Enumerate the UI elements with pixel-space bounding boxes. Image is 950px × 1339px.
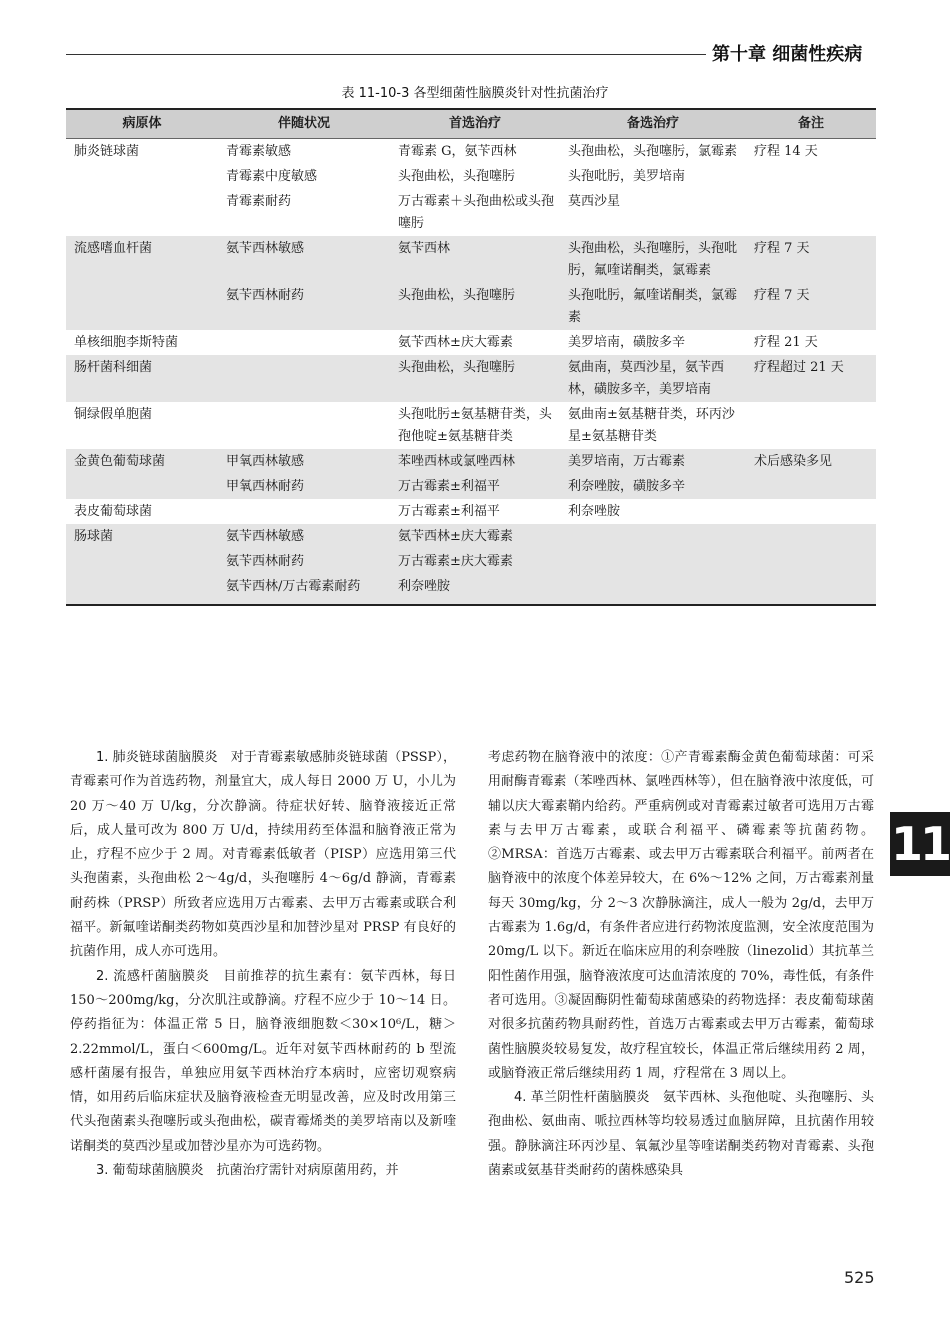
cell-note: 疗程 21 天 — [754, 335, 818, 350]
cell-note — [746, 164, 876, 189]
cell-alternative: 莫西沙星 — [568, 194, 621, 209]
paragraph — [70, 1159, 456, 1183]
cell-condition: 青霉素中度敏感 — [226, 169, 318, 184]
cell-first-choice: 万古霉素±利福平 — [398, 504, 500, 519]
cell-pathogen — [66, 164, 218, 189]
paragraph-body: 对于青霉素敏感肺炎链球菌（PSSP），青霉素可作为首选药物，剂量宜大，成人每日 2000 万 U，小儿为 20 万～40 万 U/kg，分次静滴。待症状好转、脑脊液接近正常后，成人量可改为 800 万 U/d，持续用药至体温和脑脊液正常为止，疗程不应少于 2 周。对青霉素低敏者（PISP）应选用第三代头孢菌素，头孢曲松 2～4g/d，头孢噻肟 4～6g/d 静滴，青霉素耐药株（PRSP）所致者应选用万古霉素、去甲万古霉素或联合利福平。新氟喹诺酮类药物如莫西沙星和加替沙星对 PRSP 有良好的抗菌作用，成人亦可选用。 — [70, 750, 456, 960]
cell-pathogen: 单核细胞李斯特菌 — [74, 335, 179, 350]
cell-alternative: 头孢吡肟，氟喹诺酮类，氯霉素 — [560, 283, 746, 330]
table-row — [66, 164, 876, 189]
cell-first-choice: 万古霉素±庆大霉素 — [390, 549, 560, 574]
cell-pathogen: 肠球菌 — [66, 524, 218, 549]
header-rule — [66, 54, 706, 55]
cell-pathogen: 流感嗜血杆菌 — [66, 236, 218, 283]
cell-first-choice: 万古霉素±利福平 — [390, 474, 560, 499]
cell-note: 疗程 7 天 — [746, 236, 876, 283]
cell-condition: 氨苄西林敏感 — [218, 524, 390, 549]
cell-pathogen: 表皮葡萄球菌 — [74, 504, 153, 519]
table-row — [66, 499, 876, 524]
left-text-column — [70, 746, 456, 1183]
table-row — [66, 474, 876, 499]
cell-first-choice: 利奈唑胺 — [390, 574, 560, 605]
cell-note: 疗程 7 天 — [746, 283, 876, 330]
paragraph — [488, 746, 874, 1086]
cell-pathogen — [66, 189, 218, 236]
cell-condition — [218, 355, 390, 402]
cell-alternative — [560, 549, 746, 574]
header-first-choice: 首选治疗 — [390, 109, 560, 139]
cell-alternative: 氨曲南，莫西沙星，氨苄西林，磺胺多辛，美罗培南 — [560, 355, 746, 402]
cell-pathogen — [66, 574, 218, 605]
cell-first-choice: 氨苄西林±庆大霉素 — [390, 524, 560, 549]
right-text-column — [488, 746, 874, 1183]
paragraph-heading: 4. 革兰阴性杆菌脑膜炎 — [514, 1090, 650, 1106]
cell-pathogen: 肠杆菌科细菌 — [66, 355, 218, 402]
chapter-title: 第十章 细菌性疾病 — [712, 44, 863, 65]
cell-note — [746, 549, 876, 574]
cell-pathogen — [66, 474, 218, 499]
cell-first-choice: 苯唑西林或氯唑西林 — [390, 449, 560, 474]
header-condition: 伴随状况 — [218, 109, 390, 139]
table-row — [66, 402, 876, 449]
page-number: 525 — [844, 1268, 875, 1287]
table-row — [66, 549, 876, 574]
cell-condition: 甲氧西林耐药 — [218, 474, 390, 499]
cell-alternative: 利奈唑胺 — [568, 504, 621, 519]
cell-pathogen: 铜绿假单胞菌 — [74, 407, 153, 422]
table-row — [66, 189, 876, 236]
cell-condition — [218, 330, 390, 355]
cell-first-choice: 氨苄西林 — [390, 236, 560, 283]
paragraph — [70, 746, 456, 965]
header-pathogen: 病原体 — [66, 109, 218, 139]
cell-note — [746, 474, 876, 499]
cell-note: 疗程 14 天 — [754, 144, 818, 159]
antibiotic-table — [66, 108, 876, 606]
table-row — [66, 236, 876, 283]
table-row — [66, 524, 876, 549]
chapter-tab: 11 — [890, 812, 950, 876]
cell-alternative: 头孢曲松，头孢噻肟，氯霉素 — [568, 144, 738, 159]
table-row — [66, 355, 876, 402]
cell-condition: 青霉素敏感 — [226, 144, 292, 159]
cell-alternative: 美罗培南，磺胺多辛 — [568, 335, 686, 350]
cell-first-choice: 头孢曲松，头孢噻肟 — [398, 169, 516, 184]
cell-condition: 氨苄西林耐药 — [218, 549, 390, 574]
cell-alternative: 利奈唑胺，磺胺多辛 — [560, 474, 746, 499]
paragraph-body: 抗菌治疗需针对病原菌用药，并 — [216, 1163, 399, 1179]
cell-pathogen: 金黄色葡萄球菌 — [66, 449, 218, 474]
cell-alternative: 美罗培南，万古霉素 — [560, 449, 746, 474]
paragraph — [488, 1086, 874, 1183]
table-row — [66, 330, 876, 355]
cell-alternative — [560, 574, 746, 605]
cell-condition: 氨苄西林/万古霉素耐药 — [218, 574, 390, 605]
cell-first-choice: 头孢曲松，头孢噻肟 — [390, 283, 560, 330]
cell-first-choice: 头孢曲松，头孢噻肟 — [390, 355, 560, 402]
cell-first-choice: 头孢吡肟±氨基糖苷类，头孢他啶±氨基糖苷类 — [398, 407, 552, 444]
cell-condition: 甲氧西林敏感 — [218, 449, 390, 474]
cell-first-choice: 氨苄西林±庆大霉素 — [398, 335, 513, 350]
cell-condition: 青霉素耐药 — [226, 194, 292, 209]
cell-alternative: 头孢吡肟，美罗培南 — [568, 169, 686, 184]
table-caption: 表 11-10-3 各型细菌性脑膜炎针对性抗菌治疗 — [341, 86, 609, 101]
cell-note — [746, 402, 876, 449]
cell-condition: 氨苄西林敏感 — [218, 236, 390, 283]
cell-note — [746, 189, 876, 236]
cell-note — [746, 499, 876, 524]
cell-condition — [218, 402, 390, 449]
paragraph-body: 考虑药物在脑脊液中的浓度：①产青霉素酶金黄色葡萄球菌：可采用耐酶青霉素（苯唑西林、氯唑西林等），但在脑脊液中浓度低，可辅以庆大霉素鞘内给药。严重病例或对青霉素过敏者可选用万古霉素与去甲万古霉素，或联合利福平、磷霉素等抗菌药物。②MRSA：首选万古霉素、或去甲万古霉素联合利福平。前两者在脑脊液中的浓度个体差异较大，在 6%～12% 之间，万古霉素剂量每天 30mg/kg，分 2～3 次静脉滴注，成人一般为 2g/d，去甲万古霉素为 1.6g/d，有条件者应进行药物浓度监测，安全浓度范围为 20mg/L 以下。新近在临床应用的利奈唑胺（linezolid）其抗革兰阳性菌作用强，脑脊液浓度可达血清浓度的 70%，毒性低，有条件者可选用。③凝固酶阴性葡萄球菌感染的药物选择：表皮葡萄球菌对很多抗菌药物具耐药性，首选万古霉素或去甲万古霉素，葡萄球菌性脑膜炎较易复发，故疗程宜较长，体温正常后继续用药 2 周，或脑脊液正常后继续用药 1 周，疗程常在 3 周以上。 — [488, 750, 874, 1081]
cell-note — [746, 524, 876, 549]
table-row — [66, 449, 876, 474]
table-row — [66, 574, 876, 605]
cell-condition — [218, 499, 390, 524]
cell-note: 疗程超过 21 天 — [746, 355, 876, 402]
paragraph-body: 目前推荐的抗生素有：氨苄西林，每日 150～200mg/kg，分次肌注或静滴。疗程不应少于 10～14 日。停药指征为：体温正常 5 日，脑脊液细胞数＜30×10⁶/L，糖＞2.22mmol/L，蛋白＜600mg/L。近年对氨苄西林耐药的 b 型流感杆菌屡有报告，单独应用氨苄西林治疗本病时，应密切观察病情，如用药后临床症状及脑脊液检查无明显改善，应及时改用第三代头孢菌素头孢噻肟或头孢曲松，碳青霉烯类的美罗培南以及新喹诺酮类的莫西沙星或加替沙星亦为可选药物。 — [70, 968, 456, 1154]
cell-alternative — [560, 524, 746, 549]
paragraph — [70, 965, 456, 1159]
paragraph-heading: 2. 流感杆菌脑膜炎 — [96, 968, 210, 984]
paragraph-heading: 1. 肺炎链球菌脑膜炎 — [96, 750, 218, 765]
cell-alternative: 氨曲南±氨基糖苷类，环丙沙星±氨基糖苷类 — [568, 407, 735, 444]
cell-pathogen — [66, 549, 218, 574]
header-note: 备注 — [746, 109, 876, 139]
cell-note — [746, 574, 876, 605]
header-alternative: 备选治疗 — [560, 109, 746, 139]
cell-first-choice: 青霉素 G，氨苄西林 — [398, 144, 517, 159]
cell-pathogen — [66, 283, 218, 330]
cell-note: 术后感染多见 — [746, 449, 876, 474]
paragraph-heading: 3. 葡萄球菌脑膜炎 — [96, 1163, 204, 1179]
cell-first-choice: 万古霉素＋头孢曲松或头孢噻肟 — [398, 194, 555, 231]
cell-condition: 氨苄西林耐药 — [218, 283, 390, 330]
table-row — [66, 139, 876, 165]
paragraph-body: 氨苄西林、头孢他啶、头孢噻肟、头孢曲松、氨曲南、哌拉西林等均较易透过血脑屏障，且抗菌作用较强。静脉滴注环丙沙星、氧氟沙星等喹诺酮类药物对青霉素、头孢菌素或氨基苷类耐药的菌株感染具 — [488, 1090, 874, 1179]
table-row — [66, 283, 876, 330]
table-header-row — [66, 109, 876, 139]
cell-alternative: 头孢曲松，头孢噻肟，头孢吡肟，氟喹诺酮类，氯霉素 — [560, 236, 746, 283]
cell-pathogen: 肺炎链球菌 — [74, 144, 140, 159]
